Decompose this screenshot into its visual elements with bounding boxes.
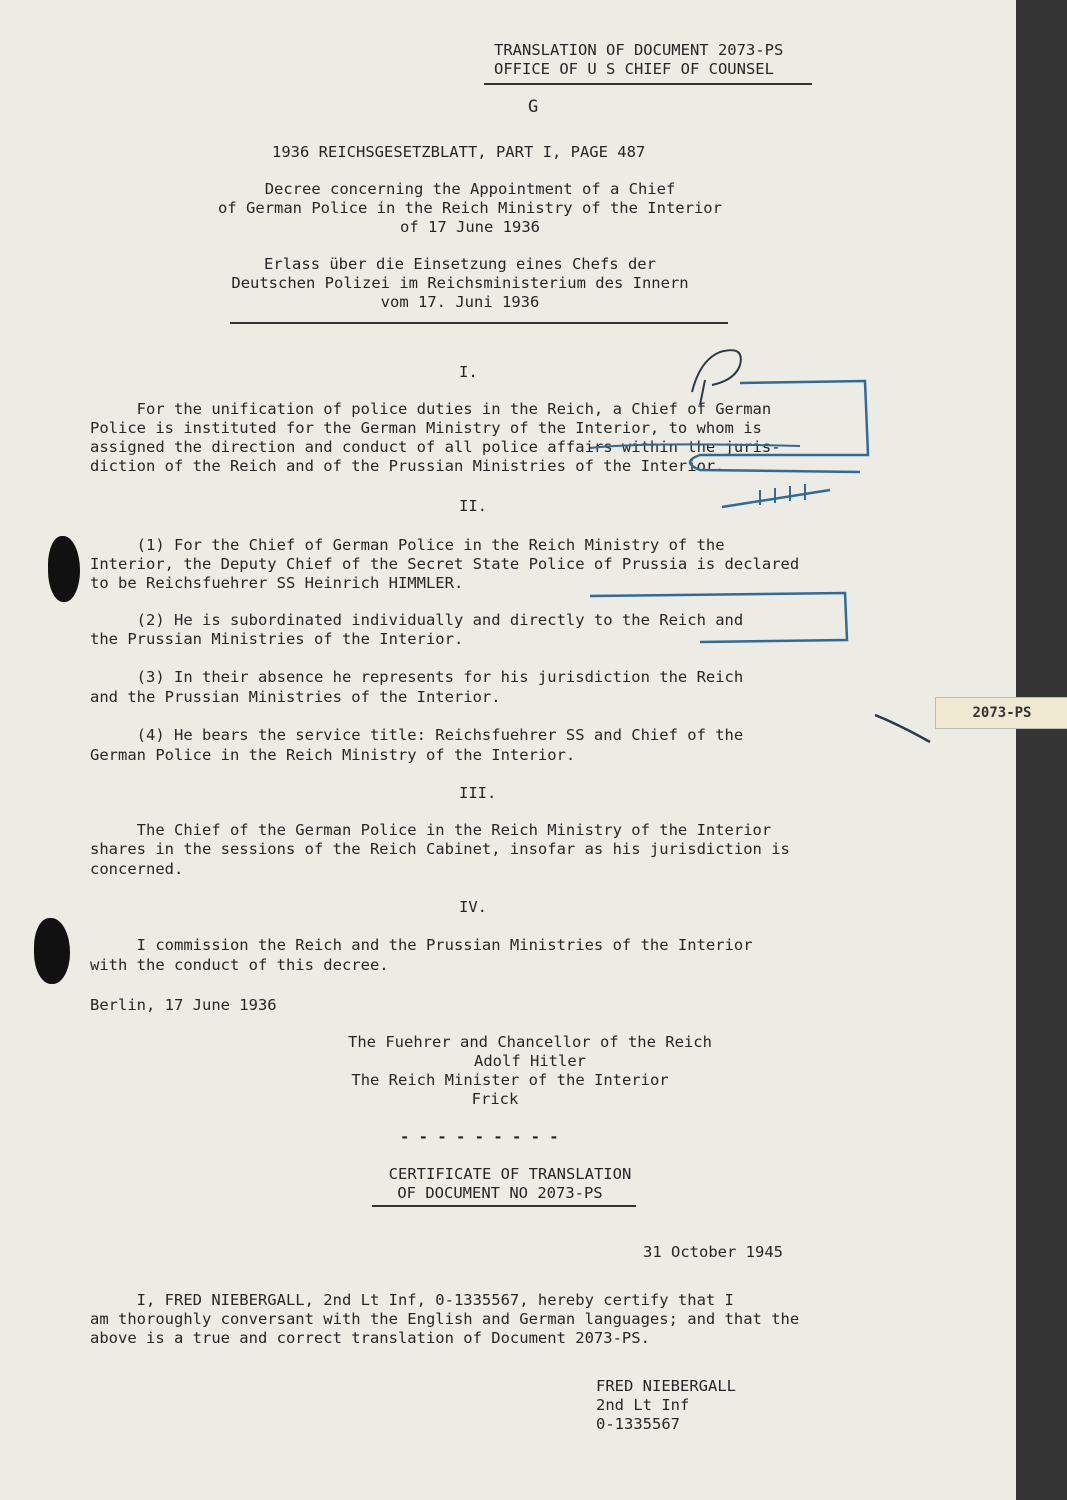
signature-line-1: The Fuehrer and Chancellor of the Reich [348,1033,712,1051]
document-index-tab [935,697,1067,729]
section-1-line-3: assigned the direction and conduct of all police affairs within the juris- [90,438,781,456]
certificate-date: 31 October 1945 [643,1243,783,1261]
header-line-2: OFFICE OF U S CHIEF OF COUNSEL [494,60,774,78]
header-line-1: TRANSLATION OF DOCUMENT 2073-PS [494,41,784,59]
title-de-2: Deutschen Polizei im Reichsministerium des Innern [231,274,689,292]
signature-line-3: The Reich Minister of the Interior [351,1071,669,1089]
section-2-heading: II. [459,497,487,515]
signer-name: FRED NIEBERGALL [596,1377,736,1395]
section-2-p4-line-1: (4) He bears the service title: Reichsfuehrer SS and Chief of the [90,726,744,744]
certificate-line-1: I, FRED NIEBERGALL, 2nd Lt Inf, 0-1335567, hereby certify that I [90,1291,734,1309]
signer-serial: 0-1335567 [596,1415,680,1433]
section-2-p4-line-2: German Police in the Reich Ministry of the Interior. [90,746,576,764]
section-2-p3-line-2: and the Prussian Ministries of the Interior. [90,688,501,706]
certificate-line-2: am thoroughly conversant with the English and German languages; and that the [90,1310,800,1328]
section-2-p1-line-1: (1) For the Chief of German Police in the Reich Ministry of the [90,536,725,554]
section-2-p1-line-2: Interior, the Deputy Chief of the Secret State Police of Prussia is declared [90,555,800,573]
document-index-tab-label: 2073-PS [972,705,1032,721]
section-4-line-2: with the conduct of this decree. [90,956,389,974]
section-1-line-1: For the unification of police duties in the Reich, a Chief of German [90,400,772,418]
signature-line-2: Adolf Hitler [474,1052,586,1070]
certificate-line-3: above is a true and correct translation of Document 2073-PS. [90,1329,650,1347]
section-3-line-2: shares in the sessions of the Reich Cabinet, insofar as his jurisdiction is [90,840,790,858]
signature-line-4: Frick [471,1090,519,1108]
certificate-title-2: OF DOCUMENT NO 2073-PS [397,1184,603,1202]
handwritten-mark: G [528,97,539,117]
section-2-p2-line-2: the Prussian Ministries of the Interior. [90,630,464,648]
binder-strip [1016,0,1067,1500]
section-4-line-1: I commission the Reich and the Prussian Ministries of the Interior [90,936,753,954]
place-date: Berlin, 17 June 1936 [90,996,277,1014]
signer-rank: 2nd Lt Inf [596,1396,690,1414]
section-4-heading: IV. [459,898,487,916]
section-1-line-4: diction of the Reich and of the Prussian Ministries of the Interior. [90,457,725,475]
section-2-p2-line-1: (2) He is subordinated individually and directly to the Reich and [90,611,744,629]
title-de-3: vom 17. Juni 1936 [380,293,540,311]
title-de-1: Erlass über die Einsetzung eines Chefs der [264,255,656,273]
section-2-p1-line-3: to be Reichsfuehrer SS Heinrich HIMMLER. [90,574,464,592]
section-1-line-2: Police is instituted for the German Ministry of the Interior, to whom is [90,419,762,437]
section-1-heading: I. [459,363,478,381]
section-3-line-1: The Chief of the German Police in the Reich Ministry of the Interior [90,821,772,839]
separator: - - - - - - - - - [400,1128,559,1146]
source-reference: 1936 REICHSGESETZBLATT, PART I, PAGE 487 [272,143,646,161]
title-en-1: Decree concerning the Appointment of a Chief [264,180,676,198]
section-3-heading: III. [459,784,497,802]
certificate-title-1: CERTIFICATE OF TRANSLATION [388,1165,632,1183]
title-en-2: of German Police in the Reich Ministry of the Interior [218,199,722,217]
section-3-line-3: concerned. [90,860,184,878]
title-en-3: of 17 June 1936 [400,218,540,236]
section-2-p3-line-1: (3) In their absence he represents for his jurisdiction the Reich [90,668,744,686]
